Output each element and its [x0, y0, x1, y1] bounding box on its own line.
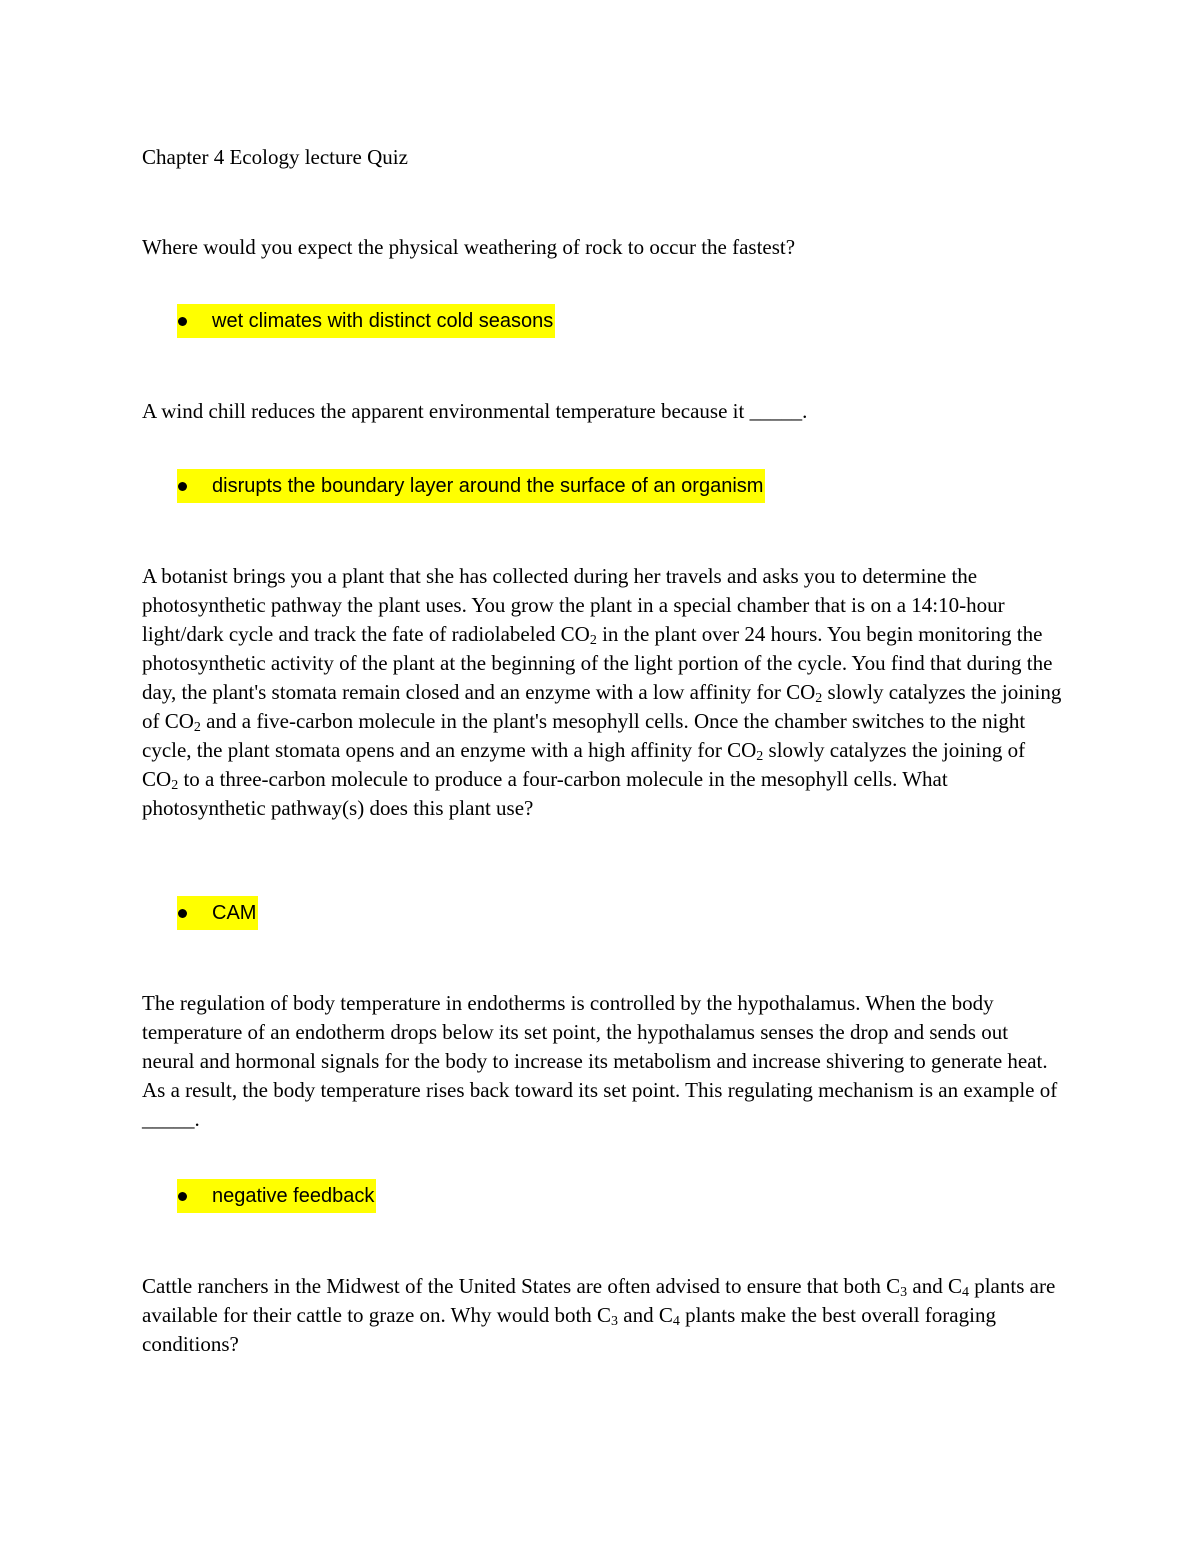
- answer-4-text: negative feedback: [212, 1185, 375, 1207]
- answer-1: [177, 304, 555, 338]
- question-3-part: slowly catalyzes the joining of CO: [142, 680, 1062, 733]
- question-3-subscript: 2: [815, 691, 823, 706]
- answer-2: [177, 469, 765, 503]
- question-3: [142, 562, 1062, 823]
- question-5-subscript: 4: [961, 1285, 969, 1300]
- question-3-subscript: 2: [193, 720, 201, 735]
- question-3-part: in the plant over 24 hours. You begin monitoring the photosynthetic activity of the plant at the beginning of the light portion of the cycle. You find that during the day, the plant's stomata remain closed and an enzyme with a low affinity for CO: [142, 622, 1053, 704]
- question-3-part: A botanist brings you a plant that she has collected during her travels and asks you to determine the photosynthetic pathway the plant uses. You grow the plant in a special chamber that is on a 14:10-hour light/dark cycle and track the fate of radiolabeled CO: [142, 564, 1005, 646]
- question-3-part: to a three-carbon molecule to produce a four-carbon molecule in the mesophyll cells. What photosynthetic pathway(s) does this plant use?: [142, 767, 948, 820]
- question-3-subscript: 2: [171, 778, 179, 793]
- question-5-part: Cattle ranchers in the Midwest of the United States are often advised to ensure that both C: [142, 1274, 901, 1298]
- question-5-part: plants make the best overall foraging conditions?: [142, 1303, 996, 1356]
- answer-3: [177, 896, 258, 930]
- question-2: A wind chill reduces the apparent environmental temperature because it _____.: [142, 399, 808, 423]
- question-5-part: and C: [618, 1303, 673, 1327]
- question-5-subscript: 4: [672, 1314, 680, 1329]
- question-5-subscript: 3: [611, 1314, 619, 1329]
- document-title: Chapter 4 Ecology lecture Quiz: [142, 145, 408, 169]
- question-4: The regulation of body temperature in endotherms is controlled by the hypothalamus. When the body temperature of an endotherm drops below its set point, the hypothalamus senses the drop and sends out neural and hormonal signals for the body to increase its metabolism and increase shivering to generate heat. As a result, the body temperature rises back toward its set point. This regulating mechanism is an example of _____.: [142, 991, 1058, 1131]
- question-3-subscript: 2: [589, 633, 597, 648]
- bullet-icon: [177, 469, 212, 503]
- bullet-icon: [177, 304, 212, 338]
- answer-4: [177, 1179, 376, 1213]
- answer-1-text: wet climates with distinct cold seasons: [212, 310, 554, 332]
- bullet-icon: [177, 896, 212, 930]
- question-5-subscript: 3: [900, 1285, 908, 1300]
- question-1: Where would you expect the physical weathering of rock to occur the fastest?: [142, 235, 796, 259]
- answer-2-text: disrupts the boundary layer around the surface of an organism: [212, 475, 764, 497]
- question-3-subscript: 2: [756, 749, 764, 764]
- question-5-part: plants are available for their cattle to graze on. Why would both C: [142, 1274, 1056, 1327]
- question-5-part: and C: [907, 1274, 962, 1298]
- question-3-part: slowly catalyzes the joining of CO: [142, 738, 1026, 791]
- bullet-icon: [177, 1179, 212, 1213]
- question-5: [142, 1272, 1062, 1359]
- question-3-part: and a five-carbon molecule in the plant's mesophyll cells. Once the chamber switches to the night cycle, the plant stomata opens and an enzyme with a high affinity for CO: [142, 709, 1026, 762]
- answer-3-text: CAM: [212, 902, 257, 924]
